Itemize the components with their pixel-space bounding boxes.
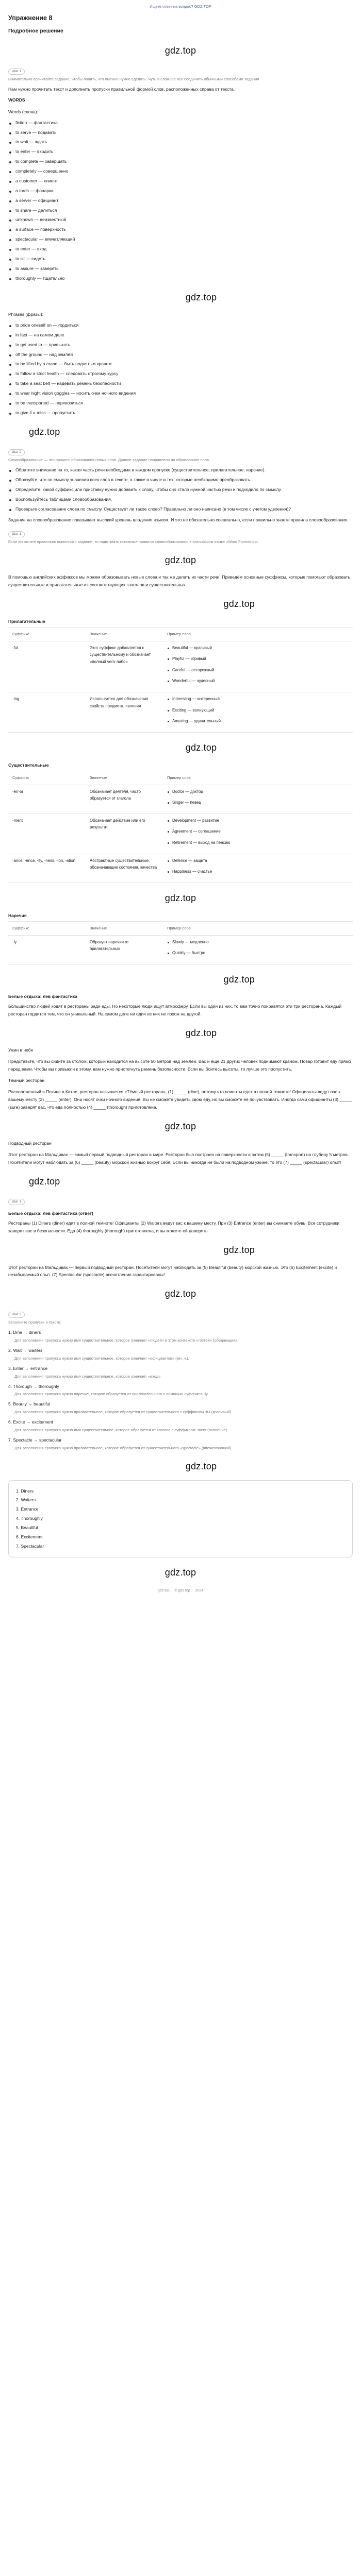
- example-item: Playful — игривый: [167, 655, 349, 663]
- final-answer-box: [8, 1480, 353, 1557]
- examples-cell: [163, 692, 353, 733]
- examples-cell: [163, 935, 353, 964]
- words-list: [8, 119, 353, 282]
- word-item: spectacular — впечатляющий: [8, 235, 353, 243]
- examples-cell: [163, 641, 353, 692]
- footer: [8, 1588, 353, 1594]
- watermark: gdz.top: [185, 292, 217, 302]
- meaning-cell: Образует наречия от прилагательных: [86, 935, 163, 964]
- examples-cell: [163, 854, 353, 883]
- answer-explanation: Для заполнения пропуска нужно прилагательное, которое образуется от существительного «spectacle» (впечатляющий).: [14, 1446, 232, 1451]
- example-item: Exciting — волнующий: [167, 707, 349, 714]
- footer-right: 2024: [195, 1589, 204, 1593]
- final-answer-item: 7. Spectacular: [16, 1543, 44, 1549]
- phrase-item: to get used to — привыкать: [8, 341, 353, 349]
- examples-list: [167, 788, 349, 806]
- watermark: gdz.top: [185, 742, 217, 753]
- footer-left[interactable]: gdz.top: [157, 1589, 170, 1593]
- step-note: Если вы хотите правильно выполнить задание, то надо знать основные правила словообразования в английском языке «Word Formation».: [8, 539, 259, 544]
- adv-table-caption: Наречия: [8, 912, 27, 918]
- phrase-item: to be transported — перевозиться: [8, 399, 353, 407]
- word-item: to complete — завершать: [8, 158, 353, 165]
- suffix-cell: -ance, -ence, -ity, -ness, -ion, -ation: [8, 854, 86, 883]
- suffix-cell: -ment: [8, 814, 86, 854]
- phrase-item: to be lifted by a crane — быть поднятым краном: [8, 360, 353, 368]
- phrase-item: in fact — на самом деле: [8, 331, 353, 339]
- tip-item: Воспользуйтесь таблицами словообразования.: [8, 496, 353, 503]
- tip-item: Образуйте, что по смыслу значения всех слов в тексте, а также в числе и тех, которые необходимо преобразовать.: [8, 476, 353, 484]
- noun-suffix-table: [8, 771, 353, 883]
- answer-item: 7. Spectacle → spectacular: [8, 1437, 62, 1443]
- meaning-cell: Этот суффикс добавляется к существительному и обозначает «полный чего-либо»: [86, 641, 163, 692]
- table-row: [8, 814, 353, 854]
- tip-item: Проверьте согласование слова по смыслу. Существует ли такое слово? Правильно ли оно написано (в том числе с учетом удвоения)?: [8, 505, 353, 513]
- table-header-cell: Суффикс: [8, 771, 86, 785]
- adj-table-caption: Прилагательные: [8, 618, 45, 624]
- examples-cell: [163, 785, 353, 814]
- watermark: gdz.top: [165, 1121, 196, 1131]
- task-paragraph: Этот ресторан на Мальдивах — первый подводный ресторан. Посетители могут наблюдать за (5) Beautiful (beauty) морской жизнью. Это (6) Excitement (excite) и незабываемый опыт. (7) Spectacular (spectacle) впечатления гарантированы!: [8, 1264, 337, 1278]
- phrases-list: [8, 321, 353, 417]
- meaning-cell: Обозначает деятеля, часто образуется от глагола: [86, 785, 163, 814]
- task-paragraph: Рестораны (1) Diners (diner) едят в полной темноте! Официанты (2) Waiters ведут вас к вашему месту. При (3) Entrance (enter) вы снимаете обувь. Все сотрудники заверят вас в безопасности. Еда (4) thoroughly (thorough) приготовлена, и вы можете ей доверять.: [8, 1221, 340, 1234]
- answer-item: 6. Excite → excitement: [8, 1419, 53, 1425]
- table-header-cell: Пример слов: [163, 922, 353, 935]
- step3-section: [8, 1308, 353, 1475]
- step1-section: [8, 64, 353, 440]
- table-header-row: [8, 771, 353, 785]
- step-note: Словообразование — это процесс образования новых слов. Данное задание направлено на образование слов.: [8, 457, 210, 463]
- phrase-item: to wear night vision goggles — носить очки ночного видения: [8, 389, 353, 397]
- phrase-item: to give it a miss — пропустить: [8, 409, 353, 417]
- word-item: to enter — входить: [8, 148, 353, 156]
- example-item: Singer — певец: [167, 799, 349, 806]
- task-text: [8, 993, 353, 1302]
- table-row: [8, 854, 353, 883]
- suffix-cell: -ing: [8, 692, 86, 733]
- watermark: gdz.top: [223, 974, 255, 985]
- table-header-row: [8, 922, 353, 935]
- table-header-cell: Суффикс: [8, 628, 86, 641]
- word-item: thoroughly — тщательно: [8, 275, 353, 282]
- task-title: Белые отдыха: лев фантастика (ответ): [8, 1211, 93, 1216]
- watermark: gdz.top: [165, 45, 196, 56]
- answer-explanation: Для заполнения пропуска нужно имя существительное, которое образуется от глагола с суффиксом -ment (волнение).: [14, 1428, 228, 1433]
- table-row: [8, 641, 353, 692]
- watermark: gdz.top: [185, 1027, 217, 1038]
- step-paragraph: Задание на словообразование показывает высокий уровень владения языком. И это не обязательно специально, если правильно знаете правила словообразования.: [8, 517, 349, 522]
- word-item: a server — официант: [8, 197, 353, 205]
- example-item: Happiness — счастье: [167, 868, 349, 875]
- answer-item: 2. Wait → waiters: [8, 1347, 43, 1353]
- answer-explanation: Для заполнения пропуска нужно наречие, которое образуется от прилагательного с помощью суффикса -ly.: [14, 1392, 209, 1397]
- words-header: Words (слова):: [8, 109, 38, 114]
- watermark: gdz.top: [185, 1461, 217, 1472]
- table-header-cell: Значение: [86, 628, 163, 641]
- final-answer-list: [16, 1487, 345, 1550]
- meaning-cell: Используется для обозначения свойств предмета, явления: [86, 692, 163, 733]
- exercise-title: Упражнение 8: [8, 14, 53, 22]
- phrases-header: Phrases (фразы):: [8, 312, 43, 317]
- word-item: to assure — заверять: [8, 265, 353, 273]
- final-answer-item: 6. Excitement: [16, 1534, 43, 1539]
- suffix-cell: -er/-or: [8, 785, 86, 814]
- example-item: Beautiful — красивый: [167, 645, 349, 652]
- step-text: Нам нужно прочитать текст и дополнить пропуски правильной формой слов, расположенных справа от текста.: [8, 87, 235, 92]
- task-paragraph: Большинство людей ходят в рестораны ради еды. Но некоторые люди ищут атмосферу. Если вы один из них, то вам точно понравятся эти три ресторана. Каждый ресторан гордится тем, что он уникальный. На самом деле ни один из них не похож на другой.: [8, 1004, 342, 1017]
- watermark: gdz.top: [165, 554, 196, 565]
- step-badge-alt: Шаг 1: [8, 531, 25, 537]
- examples-list: [167, 939, 349, 957]
- tips-list: [8, 466, 353, 513]
- example-item: Slowly — медленно: [167, 939, 349, 946]
- example-item: Defence — защита: [167, 857, 349, 865]
- final-answer-item: 2. Waiters: [16, 1497, 36, 1503]
- example-item: Wonderful — чудесный: [167, 677, 349, 685]
- step-badge: Шаг 2: [8, 449, 25, 455]
- answer-explanation: Для заполнения пропуска нужно имя существительное, которое означает «официантов» (мн. ч.).: [14, 1355, 189, 1361]
- top-link[interactable]: [8, 3, 353, 10]
- top-link-text[interactable]: Ищете ответ на вопрос? GDZ.TOP: [150, 4, 211, 9]
- phrase-item: to follow a strict health — следовать строгому курсу: [8, 370, 353, 378]
- word-item: to wait — ждать: [8, 138, 353, 146]
- answer-item: 3. Enter → entrance: [8, 1365, 48, 1371]
- example-item: Quickly — быстро: [167, 950, 349, 957]
- final-answer-item: 4. Thoroughly: [16, 1516, 43, 1521]
- task-paragraph: Этот ресторан на Мальдивах — самый первый подводный ресторан в мире. Ресторан был построен на поверхности и затем (5) _____ (transport) на глубину 5 метров. Посетители могут наблюдать за (6) _____ (beauty) морской жизнью вокруг себя. Если вы никогда не были на подводном ужине, то это (7) _____ (spectacular) опыт!: [8, 1151, 349, 1165]
- final-answer-item: 1. Diners: [16, 1488, 34, 1494]
- table-header-cell: Пример слов: [163, 771, 353, 785]
- table-header-cell: Суффикс: [8, 922, 86, 935]
- tip-item: Обратите внимание на то, какая часть речи необходима в каждом пропуске (существительное, прилагательное, наречие).: [8, 466, 353, 474]
- examples-list: [167, 696, 349, 725]
- words-label: WORDS: [8, 97, 25, 103]
- example-item: Doctor — доктор: [167, 788, 349, 795]
- step-note: Внимательно прочитайте задание, чтобы понять, что именно нужно сделать. Чуть в сложнее все соединить обычными способами задания: [8, 77, 259, 82]
- answer-item: 1. Dine → diners: [8, 1329, 41, 1335]
- watermark: gdz.top: [223, 1245, 255, 1255]
- answer-item: 5. Beauty → beautiful: [8, 1401, 51, 1407]
- examples-list: [167, 857, 349, 875]
- meaning-cell: Обозначает действие или его результат: [86, 814, 163, 854]
- final-answer-item: 3. Entrance: [16, 1506, 39, 1512]
- answers-list: [8, 1329, 353, 1451]
- adj-suffix-table: [8, 627, 353, 733]
- step2-section: [8, 445, 353, 612]
- step-badge: Шаг 1: [8, 69, 25, 75]
- word-item: fiction — фантастика: [8, 119, 353, 127]
- watermark: gdz.top: [165, 1567, 196, 1578]
- example-item: Careful — осторожный: [167, 667, 349, 674]
- example-item: Retirement — выход на пенсию: [167, 839, 349, 846]
- task-heading: Ужин в небе: [8, 1047, 34, 1053]
- table-header-cell: Значение: [86, 771, 163, 785]
- phrase-item: to take a seat belt — надевать ремень безопасности: [8, 380, 353, 387]
- table-header-cell: Пример слов: [163, 628, 353, 641]
- word-item: a torch — фонарик: [8, 187, 353, 195]
- answer-explanation: Для заполнения пропуска нужно имя существительное, которое означает «вход».: [14, 1374, 162, 1379]
- watermark: gdz.top: [29, 426, 60, 437]
- word-item: to share — делиться: [8, 207, 353, 214]
- example-item: Development — развитие: [167, 817, 349, 824]
- watermark: gdz.top: [223, 599, 255, 609]
- task-heading: Тёмный ресторан: [8, 1078, 45, 1083]
- table-row: [8, 935, 353, 964]
- suffix-cell: -ful: [8, 641, 86, 692]
- suffix-cell: -ly: [8, 935, 86, 964]
- examples-list: [167, 817, 349, 846]
- example-item: Agreement — соглашение: [167, 828, 349, 835]
- solution-title: Подробное решение: [8, 28, 63, 34]
- word-item: to sit — сидеть: [8, 255, 353, 263]
- footer-mid: © gdz.top: [174, 1589, 190, 1593]
- task-title: Белые отдыха: лев фантастика: [8, 994, 77, 999]
- table-header-cell: Значение: [86, 922, 163, 935]
- phrase-item: to pride oneself on — гордиться: [8, 321, 353, 329]
- table-row: [8, 692, 353, 733]
- watermark: gdz.top: [29, 1176, 60, 1187]
- step-badge: Шаг 3: [8, 1312, 25, 1318]
- step-note: Заполните пропуски в тексте:: [8, 1319, 61, 1325]
- word-item: unknown — неизвестный: [8, 216, 353, 224]
- watermark: gdz.top: [165, 893, 196, 904]
- answer-item: 4. Thorough → thoroughly: [8, 1383, 59, 1389]
- table-row: [8, 785, 353, 814]
- task-heading: Подводный ресторан: [8, 1141, 52, 1146]
- examples-cell: [163, 814, 353, 854]
- tip-item: Определите, какой суффикс или приставку нужно добавить к слову, чтобы оно стало нужной частью речи и подходило по смыслу.: [8, 486, 353, 494]
- example-item: Interesting — интересный: [167, 696, 349, 703]
- answer-explanation: Для заполнения пропуска нужно имя существительное, которое означает «людей» в этом контексте «гостей» (обедающие).: [14, 1337, 238, 1343]
- meaning-cell: Абстрактные существительные, обозначающие состояния, качества: [86, 854, 163, 883]
- step-paragraph: В помощью английских аффиксов мы можем образовывать новые слова и так же делать их части речи. Приведём основные суффиксы, которые помогают образовать существительные и прилагательные из соответствующих глаголов и существительных.: [8, 574, 351, 588]
- word-item: a surface — поверхность: [8, 226, 353, 233]
- final-answer-item: 5. Beautiful: [16, 1525, 38, 1531]
- phrase-item: off the ground — над землёй: [8, 351, 353, 359]
- noun-table-caption: Существительные: [8, 762, 49, 768]
- word-item: to serve — подавать: [8, 129, 353, 137]
- adv-suffix-table: [8, 921, 353, 964]
- word-item: to enter — вход: [8, 245, 353, 253]
- task-paragraph: Представьте, что вы сидите за столом, который находится на высоте 50 метров над землёй. Вас и ещё 21 других человек поднимают краном. Повар готовит еду прямо перед вами. Чтобы вы привыкли к этому, вам нужно пристегнуть ремень безопасности. Если вы боитесь высоты, то лучше это пропустить.: [8, 1059, 351, 1072]
- step-badge: Шаг 1: [8, 1199, 25, 1205]
- watermark: gdz.top: [165, 1289, 196, 1299]
- answer-explanation: Для заполнения пропуска нужно прилагательное, которое образуется от существительного с суффиксом -ful (красивый).: [14, 1410, 233, 1415]
- word-item: a customer — клиент: [8, 177, 353, 185]
- word-item: completely — совершенно: [8, 167, 353, 175]
- example-item: Amazing — удивительный: [167, 718, 349, 725]
- examples-list: [167, 645, 349, 685]
- table-header-row: [8, 628, 353, 641]
- task-paragraph: Расположенный в Пекине в Китае, ресторан называется «Тёмный ресторан», (1) _____ (dine), потому что клиенты едят в полной темноте! Официанты ведут вас к вашему месту (2) _____ (enter). Они носят очки ночного видения. Вы не сможете увидеть свою еду, но вы сможете её почувствовать. Иногда сами официанты (3) _____ (sure) заверят вас, что еда полностью (4) _____ (thorough) приготовлена.: [8, 1089, 352, 1110]
